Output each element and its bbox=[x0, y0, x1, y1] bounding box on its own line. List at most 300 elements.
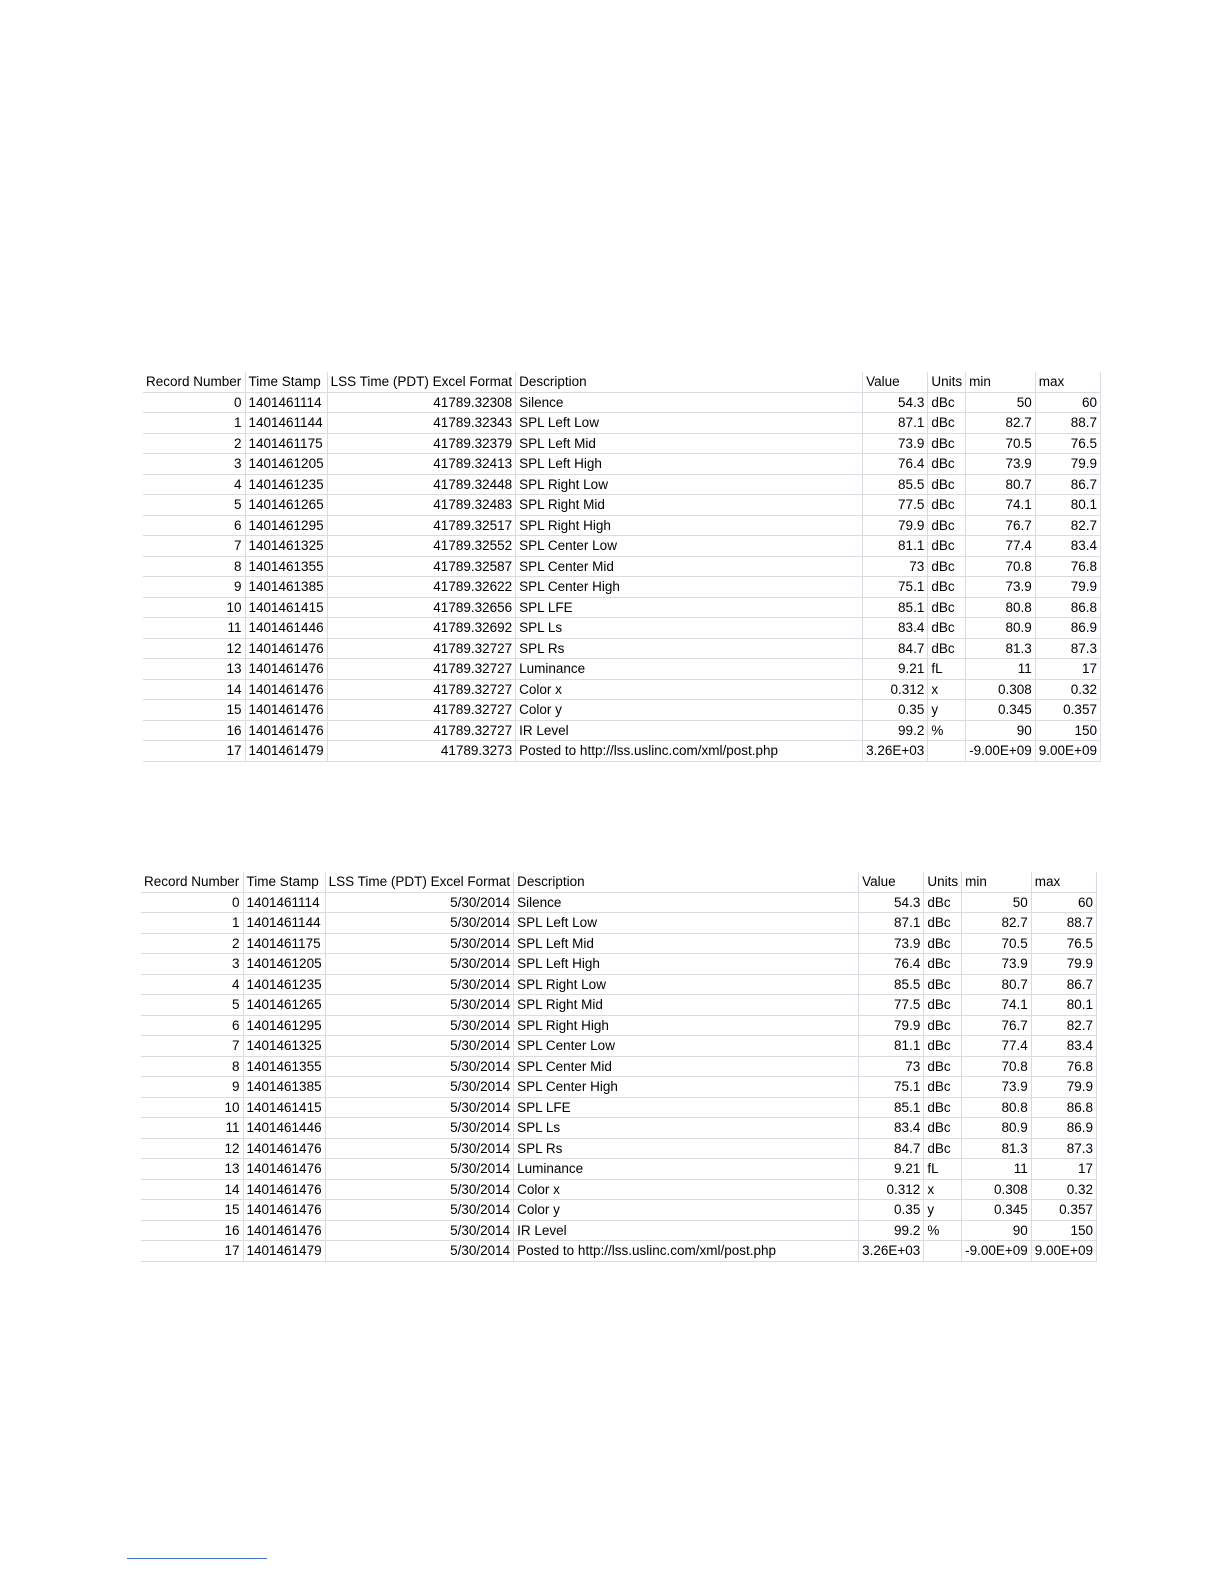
cell-min: 74.1 bbox=[966, 495, 1036, 516]
cell-time-stamp: 1401461476 bbox=[245, 679, 327, 700]
cell-record-number: 7 bbox=[141, 1036, 243, 1057]
cell-lss-time: 41789.32552 bbox=[327, 536, 516, 557]
cell-lss-time: 41789.32413 bbox=[327, 454, 516, 475]
cell-record-number: 1 bbox=[143, 413, 245, 434]
cell-units: % bbox=[928, 720, 966, 741]
cell-value: 99.2 bbox=[859, 1220, 924, 1241]
cell-units: y bbox=[924, 1200, 962, 1221]
cell-min: 81.3 bbox=[962, 1138, 1032, 1159]
cell-max: 76.5 bbox=[1035, 433, 1100, 454]
cell-description: Posted to http://lss.uslinc.com/xml/post.php bbox=[514, 1241, 859, 1262]
cell-description: Posted to http://lss.uslinc.com/xml/post.php bbox=[516, 741, 863, 762]
cell-max: 88.7 bbox=[1031, 913, 1096, 934]
table-row bbox=[141, 913, 1096, 934]
cell-value: 99.2 bbox=[863, 720, 928, 741]
cell-description: SPL Rs bbox=[516, 638, 863, 659]
cell-units: dBc bbox=[924, 1097, 962, 1118]
cell-description: SPL Center Low bbox=[516, 536, 863, 557]
cell-description: Color y bbox=[514, 1200, 859, 1221]
cell-units: dBc bbox=[928, 556, 966, 577]
cell-min: 0.345 bbox=[966, 700, 1036, 721]
cell-max: 86.8 bbox=[1031, 1097, 1096, 1118]
cell-max: 76.8 bbox=[1035, 556, 1100, 577]
header-record-number: Record Number bbox=[143, 372, 245, 392]
cell-units: dBc bbox=[928, 433, 966, 454]
cell-record-number: 17 bbox=[141, 1241, 243, 1262]
cell-lss-time: 5/30/2014 bbox=[325, 1077, 514, 1098]
cell-description: SPL Left Low bbox=[514, 913, 859, 934]
cell-lss-time: 41789.32517 bbox=[327, 515, 516, 536]
cell-max: 17 bbox=[1031, 1159, 1096, 1180]
table-row bbox=[143, 536, 1100, 557]
cell-value: 76.4 bbox=[859, 954, 924, 975]
cell-time-stamp: 1401461476 bbox=[243, 1138, 325, 1159]
cell-min: 82.7 bbox=[962, 913, 1032, 934]
cell-time-stamp: 1401461479 bbox=[243, 1241, 325, 1262]
cell-description: SPL Center Mid bbox=[516, 556, 863, 577]
cell-time-stamp: 1401461144 bbox=[245, 413, 327, 434]
cell-lss-time: 41789.32692 bbox=[327, 618, 516, 639]
cell-max: 86.9 bbox=[1035, 618, 1100, 639]
cell-max: 86.8 bbox=[1035, 597, 1100, 618]
cell-units: dBc bbox=[928, 495, 966, 516]
cell-record-number: 15 bbox=[143, 700, 245, 721]
table-row bbox=[141, 954, 1096, 975]
cell-min: 73.9 bbox=[962, 954, 1032, 975]
cell-record-number: 4 bbox=[143, 474, 245, 495]
table-row bbox=[141, 1159, 1096, 1180]
cell-description: SPL Left Mid bbox=[516, 433, 863, 454]
cell-description: IR Level bbox=[514, 1220, 859, 1241]
cell-record-number: 0 bbox=[143, 392, 245, 413]
cell-value: 79.9 bbox=[859, 1015, 924, 1036]
cell-value: 85.1 bbox=[859, 1097, 924, 1118]
table-row bbox=[141, 933, 1096, 954]
cell-value: 9.21 bbox=[863, 659, 928, 680]
cell-min: 73.9 bbox=[966, 577, 1036, 598]
cell-time-stamp: 1401461415 bbox=[245, 597, 327, 618]
table-row bbox=[143, 659, 1100, 680]
cell-max: 0.32 bbox=[1031, 1179, 1096, 1200]
cell-units: % bbox=[924, 1220, 962, 1241]
cell-units: dBc bbox=[924, 974, 962, 995]
cell-max: 86.9 bbox=[1031, 1118, 1096, 1139]
cell-description: Color x bbox=[514, 1179, 859, 1200]
cell-record-number: 13 bbox=[141, 1159, 243, 1180]
cell-time-stamp: 1401461144 bbox=[243, 913, 325, 934]
table-row bbox=[141, 1200, 1096, 1221]
header-units: Units bbox=[928, 372, 966, 392]
cell-time-stamp: 1401461385 bbox=[245, 577, 327, 598]
cell-description: SPL Center High bbox=[514, 1077, 859, 1098]
cell-value: 76.4 bbox=[863, 454, 928, 475]
cell-description: Silence bbox=[516, 392, 863, 413]
cell-min: 82.7 bbox=[966, 413, 1036, 434]
table-row bbox=[143, 679, 1100, 700]
cell-max: 86.7 bbox=[1031, 974, 1096, 995]
cell-time-stamp: 1401461415 bbox=[243, 1097, 325, 1118]
cell-min: 50 bbox=[962, 892, 1032, 913]
table-row bbox=[141, 1077, 1096, 1098]
cell-min: -9.00E+09 bbox=[962, 1241, 1032, 1262]
table-row bbox=[141, 1097, 1096, 1118]
cell-lss-time: 5/30/2014 bbox=[325, 1179, 514, 1200]
data-table-date-formatted bbox=[141, 872, 1097, 1262]
cell-min: 77.4 bbox=[966, 536, 1036, 557]
cell-description: SPL Left Mid bbox=[514, 933, 859, 954]
cell-min: 80.7 bbox=[962, 974, 1032, 995]
cell-value: 3.26E+03 bbox=[859, 1241, 924, 1262]
cell-value: 75.1 bbox=[863, 577, 928, 598]
cell-record-number: 14 bbox=[141, 1179, 243, 1200]
cell-value: 0.312 bbox=[863, 679, 928, 700]
cell-value: 75.1 bbox=[859, 1077, 924, 1098]
cell-min: 80.9 bbox=[962, 1118, 1032, 1139]
cell-value: 77.5 bbox=[859, 995, 924, 1016]
cell-units: fL bbox=[928, 659, 966, 680]
cell-value: 85.1 bbox=[863, 597, 928, 618]
cell-value: 73.9 bbox=[863, 433, 928, 454]
cell-min: 76.7 bbox=[962, 1015, 1032, 1036]
header-row bbox=[141, 872, 1096, 892]
cell-record-number: 8 bbox=[141, 1056, 243, 1077]
cell-lss-time: 5/30/2014 bbox=[325, 1138, 514, 1159]
cell-record-number: 11 bbox=[141, 1118, 243, 1139]
header-row bbox=[143, 372, 1100, 392]
cell-min: 50 bbox=[966, 392, 1036, 413]
cell-min: 70.8 bbox=[966, 556, 1036, 577]
cell-lss-time: 5/30/2014 bbox=[325, 1241, 514, 1262]
cell-time-stamp: 1401461476 bbox=[243, 1159, 325, 1180]
cell-time-stamp: 1401461355 bbox=[243, 1056, 325, 1077]
cell-units bbox=[924, 1241, 962, 1262]
cell-max: 17 bbox=[1035, 659, 1100, 680]
cell-units: dBc bbox=[928, 618, 966, 639]
cell-time-stamp: 1401461476 bbox=[245, 638, 327, 659]
cell-record-number: 3 bbox=[143, 454, 245, 475]
cell-min: 70.5 bbox=[962, 933, 1032, 954]
cell-min: 90 bbox=[962, 1220, 1032, 1241]
cell-min: 90 bbox=[966, 720, 1036, 741]
table-row bbox=[141, 1056, 1096, 1077]
header-units: Units bbox=[924, 872, 962, 892]
cell-lss-time: 41789.32727 bbox=[327, 679, 516, 700]
cell-lss-time: 41789.32308 bbox=[327, 392, 516, 413]
cell-units: y bbox=[928, 700, 966, 721]
header-value: Value bbox=[859, 872, 924, 892]
cell-record-number: 9 bbox=[143, 577, 245, 598]
cell-max: 87.3 bbox=[1035, 638, 1100, 659]
cell-lss-time: 41789.3273 bbox=[327, 741, 516, 762]
table-row bbox=[143, 413, 1100, 434]
cell-time-stamp: 1401461265 bbox=[245, 495, 327, 516]
table-row bbox=[143, 618, 1100, 639]
cell-value: 9.21 bbox=[859, 1159, 924, 1180]
cell-time-stamp: 1401461325 bbox=[243, 1036, 325, 1057]
cell-units: dBc bbox=[928, 474, 966, 495]
cell-record-number: 6 bbox=[141, 1015, 243, 1036]
cell-record-number: 16 bbox=[143, 720, 245, 741]
table-row bbox=[141, 892, 1096, 913]
cell-time-stamp: 1401461175 bbox=[245, 433, 327, 454]
cell-min: -9.00E+09 bbox=[966, 741, 1036, 762]
cell-value: 81.1 bbox=[859, 1036, 924, 1057]
table-row bbox=[141, 995, 1096, 1016]
cell-max: 82.7 bbox=[1035, 515, 1100, 536]
table-row bbox=[143, 741, 1100, 762]
cell-max: 83.4 bbox=[1031, 1036, 1096, 1057]
cell-units: dBc bbox=[928, 597, 966, 618]
cell-description: SPL LFE bbox=[516, 597, 863, 618]
cell-units: dBc bbox=[924, 933, 962, 954]
cell-value: 0.312 bbox=[859, 1179, 924, 1200]
cell-lss-time: 41789.32622 bbox=[327, 577, 516, 598]
cell-lss-time: 5/30/2014 bbox=[325, 954, 514, 975]
cell-lss-time: 41789.32727 bbox=[327, 700, 516, 721]
cell-description: IR Level bbox=[516, 720, 863, 741]
cell-record-number: 11 bbox=[143, 618, 245, 639]
cell-time-stamp: 1401461295 bbox=[245, 515, 327, 536]
table-row bbox=[143, 720, 1100, 741]
cell-lss-time: 41789.32727 bbox=[327, 720, 516, 741]
cell-units: dBc bbox=[924, 1118, 962, 1139]
cell-time-stamp: 1401461114 bbox=[245, 392, 327, 413]
cell-record-number: 2 bbox=[143, 433, 245, 454]
table-row bbox=[143, 474, 1100, 495]
cell-record-number: 0 bbox=[141, 892, 243, 913]
header-description: Description bbox=[514, 872, 859, 892]
cell-value: 54.3 bbox=[863, 392, 928, 413]
cell-max: 82.7 bbox=[1031, 1015, 1096, 1036]
cell-max: 80.1 bbox=[1035, 495, 1100, 516]
table-row bbox=[143, 700, 1100, 721]
cell-min: 80.8 bbox=[966, 597, 1036, 618]
cell-time-stamp: 1401461476 bbox=[243, 1179, 325, 1200]
cell-description: SPL Right High bbox=[516, 515, 863, 536]
cell-value: 0.35 bbox=[863, 700, 928, 721]
cell-value: 77.5 bbox=[863, 495, 928, 516]
cell-time-stamp: 1401461476 bbox=[243, 1220, 325, 1241]
cell-time-stamp: 1401461205 bbox=[245, 454, 327, 475]
cell-record-number: 5 bbox=[143, 495, 245, 516]
cell-max: 60 bbox=[1031, 892, 1096, 913]
cell-value: 79.9 bbox=[863, 515, 928, 536]
cell-record-number: 2 bbox=[141, 933, 243, 954]
cell-time-stamp: 1401461235 bbox=[245, 474, 327, 495]
cell-units: dBc bbox=[928, 638, 966, 659]
cell-min: 80.9 bbox=[966, 618, 1036, 639]
cell-description: Luminance bbox=[516, 659, 863, 680]
cell-record-number: 6 bbox=[143, 515, 245, 536]
cell-value: 81.1 bbox=[863, 536, 928, 557]
cell-description: SPL Right High bbox=[514, 1015, 859, 1036]
cell-max: 76.8 bbox=[1031, 1056, 1096, 1077]
cell-value: 87.1 bbox=[863, 413, 928, 434]
cell-units: dBc bbox=[924, 1056, 962, 1077]
cell-lss-time: 5/30/2014 bbox=[325, 913, 514, 934]
cell-time-stamp: 1401461265 bbox=[243, 995, 325, 1016]
cell-description: SPL Left High bbox=[514, 954, 859, 975]
cell-max: 80.1 bbox=[1031, 995, 1096, 1016]
cell-units: dBc bbox=[924, 892, 962, 913]
table-row bbox=[143, 454, 1100, 475]
cell-min: 0.308 bbox=[962, 1179, 1032, 1200]
cell-value: 0.35 bbox=[859, 1200, 924, 1221]
header-lss-time: LSS Time (PDT) Excel Format bbox=[325, 872, 514, 892]
header-min: min bbox=[962, 872, 1032, 892]
cell-units: fL bbox=[924, 1159, 962, 1180]
cell-time-stamp: 1401461446 bbox=[245, 618, 327, 639]
cell-min: 73.9 bbox=[962, 1077, 1032, 1098]
data-table-excel-serial-time bbox=[143, 372, 1101, 762]
cell-record-number: 12 bbox=[143, 638, 245, 659]
cell-time-stamp: 1401461325 bbox=[245, 536, 327, 557]
cell-max: 83.4 bbox=[1035, 536, 1100, 557]
cell-units: dBc bbox=[928, 392, 966, 413]
cell-lss-time: 41789.32483 bbox=[327, 495, 516, 516]
cell-record-number: 10 bbox=[141, 1097, 243, 1118]
cell-description: SPL Right Low bbox=[514, 974, 859, 995]
cell-description: Color y bbox=[516, 700, 863, 721]
header-lss-time: LSS Time (PDT) Excel Format bbox=[327, 372, 516, 392]
cell-lss-time: 5/30/2014 bbox=[325, 1118, 514, 1139]
cell-description: SPL Center High bbox=[516, 577, 863, 598]
cell-description: SPL Right Mid bbox=[516, 495, 863, 516]
cell-units: dBc bbox=[924, 1077, 962, 1098]
cell-max: 79.9 bbox=[1035, 454, 1100, 475]
cell-value: 85.5 bbox=[863, 474, 928, 495]
cell-description: SPL Left Low bbox=[516, 413, 863, 434]
cell-max: 87.3 bbox=[1031, 1138, 1096, 1159]
cell-lss-time: 5/30/2014 bbox=[325, 1200, 514, 1221]
cell-max: 150 bbox=[1035, 720, 1100, 741]
table-row bbox=[141, 974, 1096, 995]
cell-max: 79.9 bbox=[1031, 1077, 1096, 1098]
cell-max: 79.9 bbox=[1031, 954, 1096, 975]
cell-value: 85.5 bbox=[859, 974, 924, 995]
cell-record-number: 10 bbox=[143, 597, 245, 618]
cell-min: 80.8 bbox=[962, 1097, 1032, 1118]
cell-min: 0.345 bbox=[962, 1200, 1032, 1221]
cell-units: dBc bbox=[928, 515, 966, 536]
cell-time-stamp: 1401461476 bbox=[245, 659, 327, 680]
cell-record-number: 5 bbox=[141, 995, 243, 1016]
cell-max: 60 bbox=[1035, 392, 1100, 413]
table-row bbox=[143, 556, 1100, 577]
cell-lss-time: 5/30/2014 bbox=[325, 1097, 514, 1118]
cell-lss-time: 5/30/2014 bbox=[325, 933, 514, 954]
cell-description: SPL Center Low bbox=[514, 1036, 859, 1057]
cell-lss-time: 41789.32727 bbox=[327, 638, 516, 659]
cell-record-number: 1 bbox=[141, 913, 243, 934]
cell-value: 87.1 bbox=[859, 913, 924, 934]
cell-lss-time: 41789.32343 bbox=[327, 413, 516, 434]
cell-value: 73 bbox=[863, 556, 928, 577]
cell-lss-time: 5/30/2014 bbox=[325, 1036, 514, 1057]
header-max: max bbox=[1035, 372, 1100, 392]
cell-units: x bbox=[928, 679, 966, 700]
cell-min: 77.4 bbox=[962, 1036, 1032, 1057]
cell-units: dBc bbox=[928, 413, 966, 434]
header-time-stamp: Time Stamp bbox=[243, 872, 325, 892]
cell-description: SPL Center Mid bbox=[514, 1056, 859, 1077]
cell-lss-time: 41789.32727 bbox=[327, 659, 516, 680]
cell-units: dBc bbox=[928, 577, 966, 598]
header-min: min bbox=[966, 372, 1036, 392]
cell-description: SPL Ls bbox=[516, 618, 863, 639]
table-row bbox=[143, 577, 1100, 598]
table-row bbox=[143, 597, 1100, 618]
cell-record-number: 7 bbox=[143, 536, 245, 557]
cell-record-number: 17 bbox=[143, 741, 245, 762]
cell-max: 86.7 bbox=[1035, 474, 1100, 495]
header-value: Value bbox=[863, 372, 928, 392]
cell-units: dBc bbox=[924, 995, 962, 1016]
cell-description: Luminance bbox=[514, 1159, 859, 1180]
cell-max: 0.32 bbox=[1035, 679, 1100, 700]
cell-value: 84.7 bbox=[863, 638, 928, 659]
cell-min: 70.5 bbox=[966, 433, 1036, 454]
cell-lss-time: 5/30/2014 bbox=[325, 892, 514, 913]
header-max: max bbox=[1031, 872, 1096, 892]
cell-lss-time: 41789.32587 bbox=[327, 556, 516, 577]
cell-min: 81.3 bbox=[966, 638, 1036, 659]
cell-min: 11 bbox=[966, 659, 1036, 680]
cell-value: 73.9 bbox=[859, 933, 924, 954]
cell-max: 79.9 bbox=[1035, 577, 1100, 598]
footnote-separator-line bbox=[127, 1558, 267, 1559]
cell-time-stamp: 1401461479 bbox=[245, 741, 327, 762]
cell-time-stamp: 1401461385 bbox=[243, 1077, 325, 1098]
cell-max: 88.7 bbox=[1035, 413, 1100, 434]
cell-units: dBc bbox=[924, 913, 962, 934]
cell-max: 0.357 bbox=[1035, 700, 1100, 721]
cell-time-stamp: 1401461295 bbox=[243, 1015, 325, 1036]
cell-min: 76.7 bbox=[966, 515, 1036, 536]
cell-record-number: 9 bbox=[141, 1077, 243, 1098]
cell-units: dBc bbox=[924, 1138, 962, 1159]
cell-value: 84.7 bbox=[859, 1138, 924, 1159]
cell-record-number: 13 bbox=[143, 659, 245, 680]
cell-value: 83.4 bbox=[859, 1118, 924, 1139]
cell-max: 9.00E+09 bbox=[1035, 741, 1100, 762]
cell-units: dBc bbox=[924, 1015, 962, 1036]
cell-min: 73.9 bbox=[966, 454, 1036, 475]
table-row bbox=[141, 1118, 1096, 1139]
cell-min: 70.8 bbox=[962, 1056, 1032, 1077]
cell-time-stamp: 1401461476 bbox=[245, 700, 327, 721]
header-description: Description bbox=[516, 372, 863, 392]
cell-lss-time: 41789.32656 bbox=[327, 597, 516, 618]
cell-value: 83.4 bbox=[863, 618, 928, 639]
cell-record-number: 3 bbox=[141, 954, 243, 975]
header-record-number: Record Number bbox=[141, 872, 243, 892]
cell-time-stamp: 1401461446 bbox=[243, 1118, 325, 1139]
cell-lss-time: 5/30/2014 bbox=[325, 1220, 514, 1241]
cell-time-stamp: 1401461175 bbox=[243, 933, 325, 954]
cell-record-number: 8 bbox=[143, 556, 245, 577]
cell-min: 74.1 bbox=[962, 995, 1032, 1016]
table-row bbox=[141, 1241, 1096, 1262]
cell-units bbox=[928, 741, 966, 762]
cell-record-number: 15 bbox=[141, 1200, 243, 1221]
cell-min: 11 bbox=[962, 1159, 1032, 1180]
table-row bbox=[143, 495, 1100, 516]
cell-max: 150 bbox=[1031, 1220, 1096, 1241]
cell-time-stamp: 1401461476 bbox=[245, 720, 327, 741]
cell-lss-time: 5/30/2014 bbox=[325, 1056, 514, 1077]
table-row bbox=[141, 1036, 1096, 1057]
